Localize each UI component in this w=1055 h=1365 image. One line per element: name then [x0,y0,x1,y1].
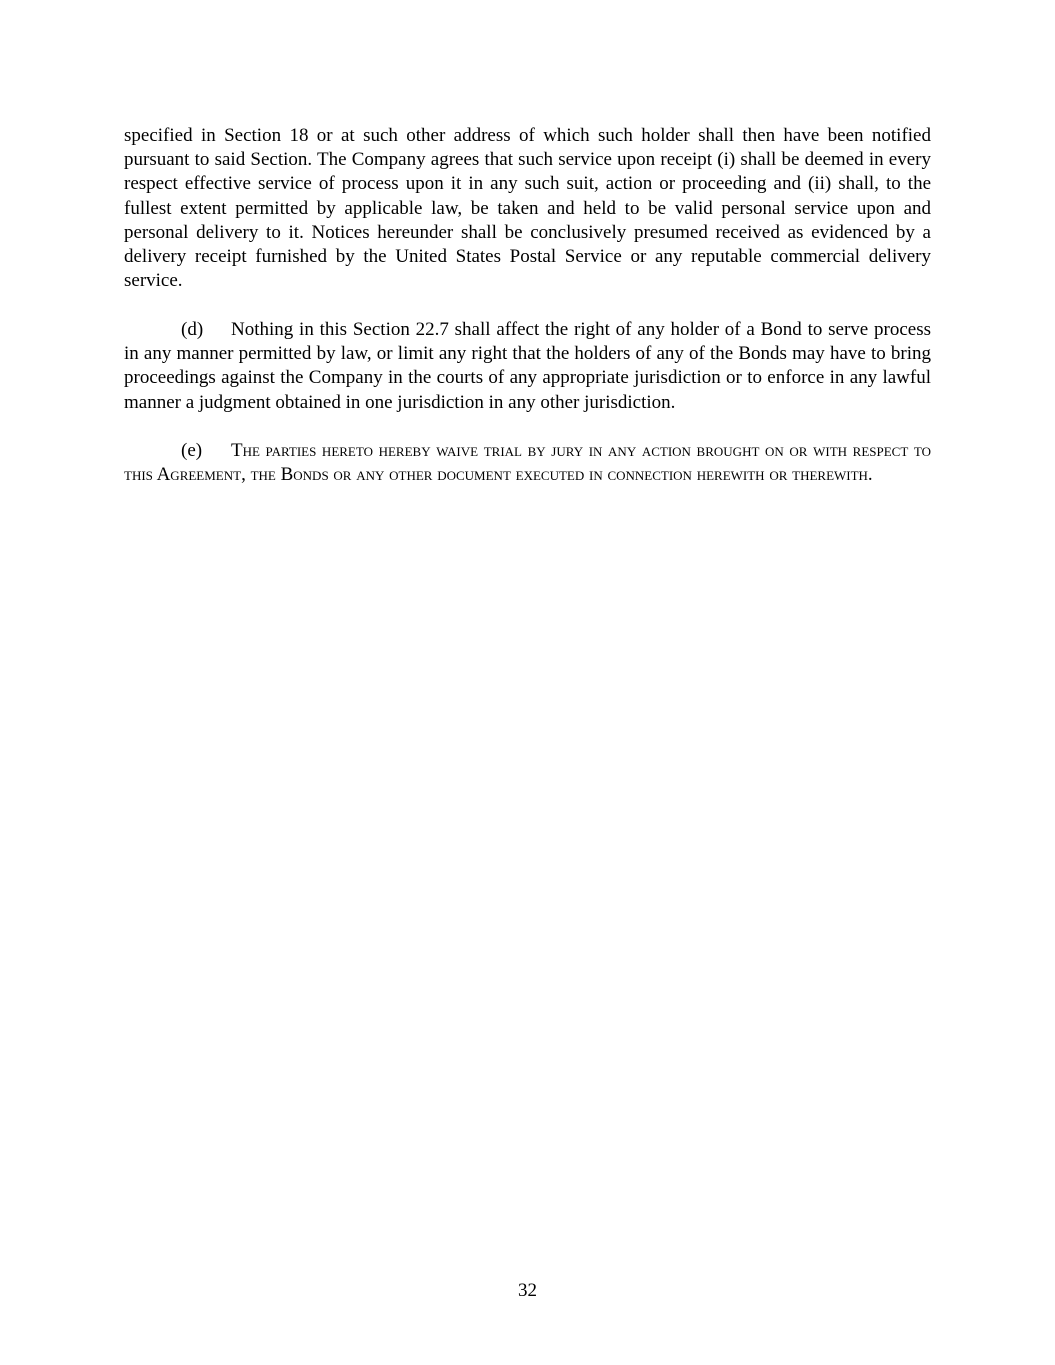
paragraph-e [124,439,931,487]
paragraph-d [124,318,931,415]
page-number: 32 [518,1280,537,1301]
paragraph-continued: specified in Section 18 or at such other address of which such holder shall then have been notified pursuant to said Section. The Company agrees that such service upon receipt (i) shall be deemed in every respect effective service of process upon it in any such suit, action or proceeding and (ii) shall, to the fullest extent permitted by applicable law, be taken and held to be valid personal service upon and personal delivery to it. Notices hereunder shall be conclusively presumed received as evidenced by a delivery receipt furnished by the United States Postal Service or any reputable commercial delivery service. [124,125,931,292]
paragraph-d-text: Nothing in this Section 22.7 shall affect the right of any holder of a Bond to serve process in any manner permitted by law, or limit any right that the holders of any of the Bonds may have to bring proceedings against the Company in the courts of any appropriate jurisdiction or to enforce in any lawful manner a judgment obtained in one jurisdiction in any other jurisdiction. [124,319,931,413]
paragraph-e-text: The parties hereto hereby waive trial by jury in any action brought on or with respect to this Agreement, the Bonds or any other document executed in connection herewith or therewith. [124,440,931,486]
paragraph-d-label: (d) [181,319,204,340]
paragraph-e-label: (e) [181,440,203,461]
